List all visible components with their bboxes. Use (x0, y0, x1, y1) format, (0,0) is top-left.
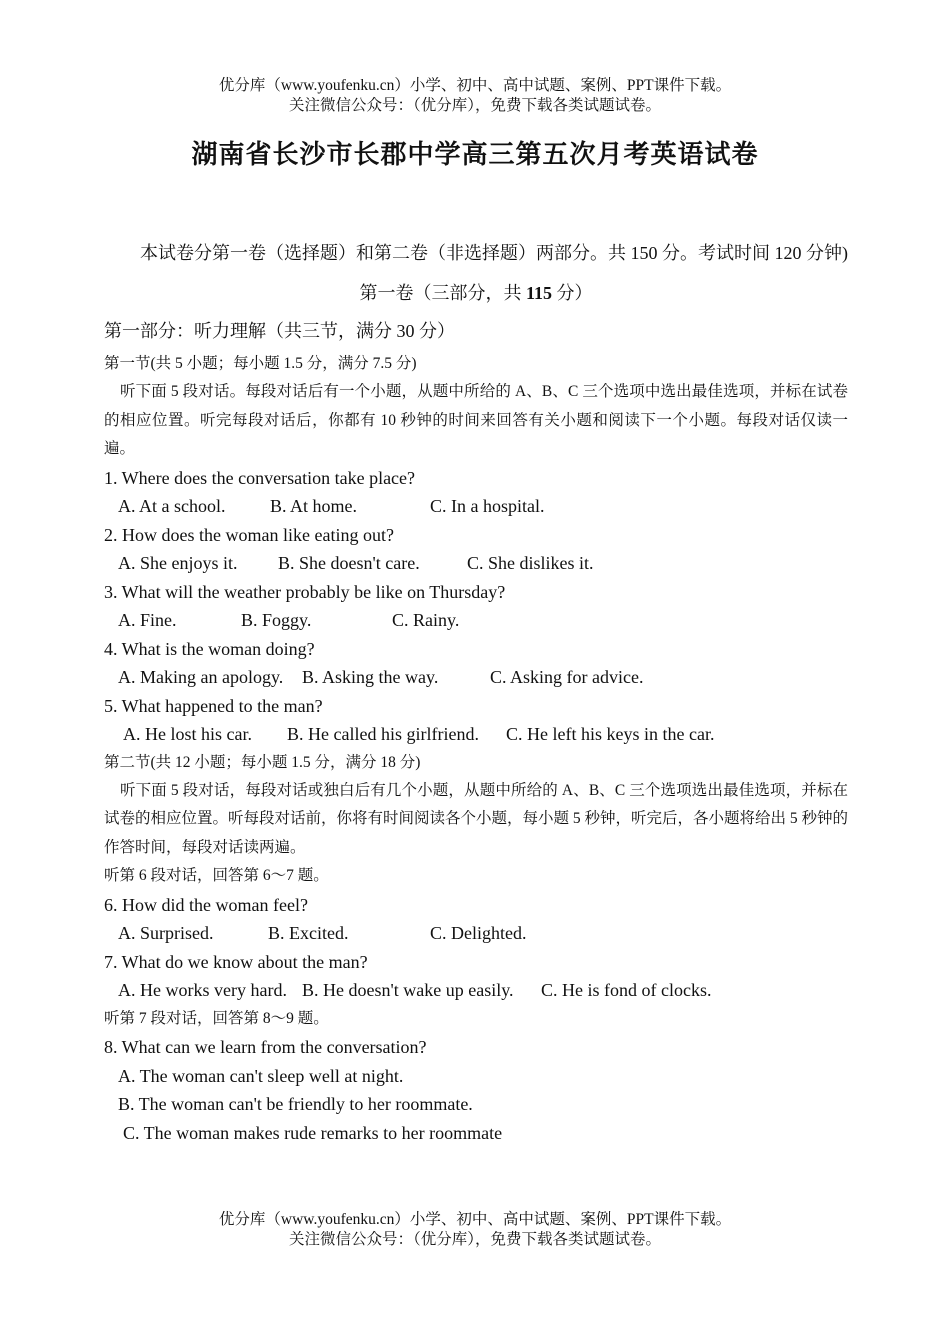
section-2-heading: 第二节(共 12 小题；每小题 1.5 分，满分 18 分) (104, 753, 421, 771)
header-line-2: 关注微信公众号：（优分库），免费下载各类试题试卷。 (288, 97, 661, 114)
section-1-heading: 第一节(共 5 小题；每小题 1.5 分，满分 7.5 分) (104, 355, 417, 372)
option-a: A. Surprised. (118, 923, 214, 943)
volume-1-prefix: 第一卷（三部分，共 (359, 283, 526, 303)
option-c: C. She dislikes it. (467, 553, 594, 573)
question-8-option-c: C. The woman makes rude remarks to her roommate (123, 1122, 503, 1143)
exam-intro: 本试卷分第一卷（选择题）和第二卷（非选择题）两部分。共 150 分。考试时间 120 分钟) (140, 243, 848, 263)
question-6: 6. How did the woman feel? (104, 894, 308, 915)
listen-dialogue-6: 听第 6 段对话，回答第 6～7 题。 (104, 867, 329, 884)
option-c: C. He is fond of clocks. (541, 980, 712, 1000)
footer-line-1: 优分库（www.youfenku.cn）小学、初中、高中试题、案例、PPT课件下载。 (218, 1211, 732, 1228)
option-c: C. In a hospital. (430, 496, 545, 516)
question-8-option-b: B. The woman can't be friendly to her roommate. (118, 1094, 473, 1114)
section-1-instructions: 听下面 5 段对话。每段对话后有一个小题，从题中所给的 A、B、C 三个选项中选出最佳选项，并标在试卷的相应位置。听完每段对话后，你都有 10 秒钟的时间来回答有关小题和阅读下一个小题。每段对话仅读一遍。 (104, 383, 848, 457)
volume-1-score: 115 (525, 283, 552, 303)
option-a: A. He works very hard. (118, 980, 287, 1000)
option-b: B. She doesn't care. (278, 553, 420, 573)
volume-1-suffix: 分） (552, 283, 593, 303)
option-b: B. He doesn't wake up easily. (302, 980, 514, 1000)
option-a: A. Fine. (118, 610, 177, 630)
listen-dialogue-7: 听第 7 段对话，回答第 8～9 题。 (104, 1009, 329, 1027)
question-7: 7. What do we know about the man? (104, 951, 368, 972)
footer-line-2: 关注微信公众号：（优分库），免费下载各类试题试卷。 (288, 1231, 661, 1248)
option-a: A. He lost his car. (123, 724, 252, 744)
option-b: B. Asking the way. (302, 667, 439, 687)
page-footer (0, 1210, 950, 1250)
question-1: 1. Where does the conversation take place? (104, 467, 416, 488)
question-5-options (104, 720, 848, 749)
question-2-options (104, 549, 848, 578)
question-2: 2. How does the woman like eating out? (104, 524, 394, 545)
option-c: C. He left his keys in the car. (506, 724, 715, 744)
option-b: B. Foggy. (241, 610, 312, 630)
page-header (0, 76, 950, 116)
option-a: A. She enjoys it. (118, 553, 238, 573)
exam-body (104, 232, 848, 1147)
question-6-options (104, 919, 848, 948)
option-c: C. Delighted. (430, 923, 527, 943)
option-a: A. At a school. (118, 496, 226, 516)
section-2-instructions: 听下面 5 段对话，每段对话或独白后有几个小题，从题中所给的 A、B、C 三个选项选出最佳选项，并标在试卷的相应位置。听每段对话前，你将有时间阅读各个小题，每小题 5 秒钟，听完后，各小题将给出 5 秒钟的作答时间，每段对话读两遍。 (104, 781, 849, 856)
volume-1-heading (104, 274, 848, 312)
question-1-options (104, 492, 848, 521)
question-7-options (104, 976, 848, 1005)
question-4: 4. What is the woman doing? (104, 638, 315, 659)
question-8-option-a: A. The woman can't sleep well at night. (118, 1065, 404, 1086)
question-3-options (104, 606, 848, 635)
exam-title: 湖南省长沙市长郡中学高三第五次月考英语试卷 (191, 140, 759, 170)
question-5: 5. What happened to the man? (104, 695, 323, 716)
option-c: C. Rainy. (392, 610, 460, 630)
option-b: B. At home. (270, 496, 358, 516)
part-1-heading: 第一部分：听力理解（共三节，满分 30 分） (104, 321, 455, 341)
question-4-options (104, 663, 848, 692)
option-b: B. Excited. (268, 923, 349, 943)
header-line-1: 优分库（www.youfenku.cn）小学、初中、高中试题、案例、PPT课件下载。 (218, 77, 732, 94)
question-3: 3. What will the weather probably be like on Thursday? (104, 581, 506, 602)
option-c: C. Asking for advice. (490, 667, 644, 687)
option-a: A. Making an apology. (118, 667, 284, 687)
question-8: 8. What can we learn from the conversation? (104, 1037, 427, 1057)
option-b: B. He called his girlfriend. (287, 724, 479, 744)
